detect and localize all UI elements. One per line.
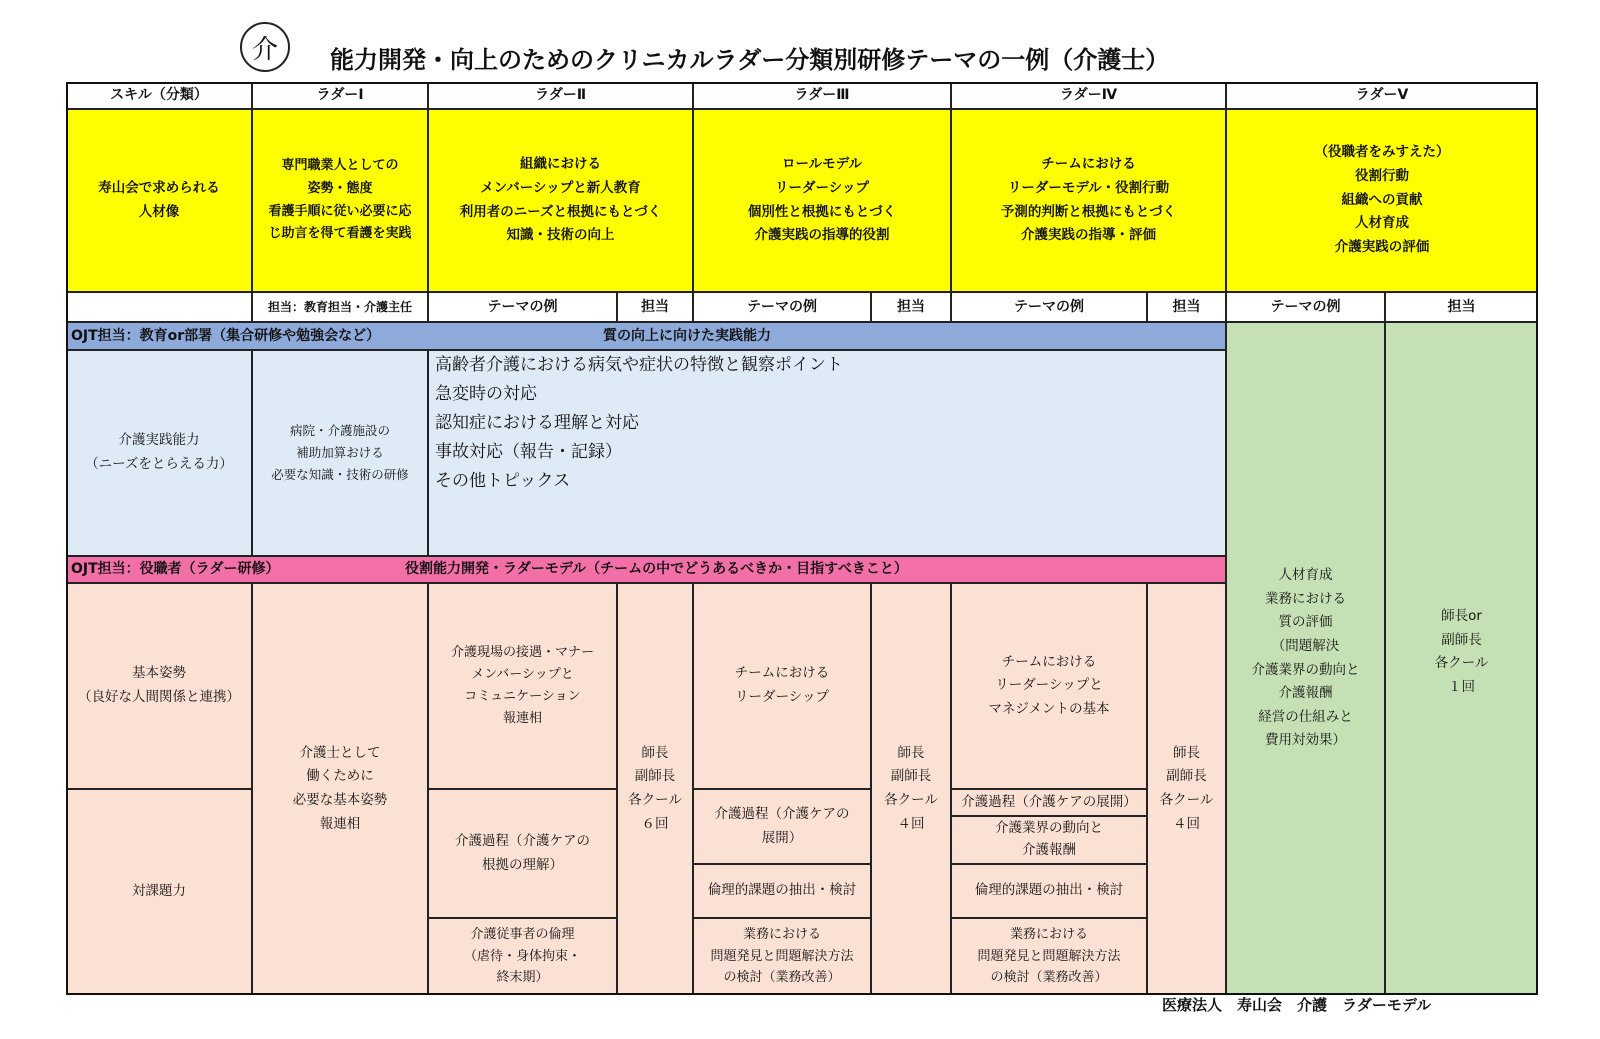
header-ladder1: ラダーⅠ (252, 82, 428, 109)
ojt2-ladder3-theme-3: 倫理的課題の抽出・検討 (693, 864, 871, 918)
header-ladder4: ラダーⅣ (951, 82, 1226, 109)
ojt2-ladder4-theme-4: 倫理的課題の抽出・検討 (951, 864, 1147, 918)
subheader-ladder1-note: 担当：教育担当・介護主任 (252, 292, 428, 322)
header-ladder3: ラダーⅢ (693, 82, 951, 109)
ojt2-skill-task: 対課題力 (66, 789, 252, 995)
category-circle-icon: 介 (240, 22, 290, 72)
list-item: 認知症における理解と対応 (435, 413, 639, 433)
ojt2-ladder2-theme-2: 介護過程（介護ケアの 根拠の理解） (428, 789, 617, 918)
list-item: 事故対応（報告・記録） (435, 442, 622, 462)
ojt2-ladder3-owner: 師長 副師長 各クール ４回 (871, 583, 951, 995)
ojt2-ladder3-theme-2: 介護過程（介護ケアの 展開） (693, 789, 871, 864)
subheader-ladder3-owner: 担当 (871, 292, 951, 322)
subheader-ladder2-theme: テーマの例 (428, 292, 617, 322)
ladder5-owner: 師長or 副師長 各クール １回 (1385, 322, 1538, 995)
ojt2-ladder4-owner: 師長 副師長 各クール ４回 (1147, 583, 1226, 995)
ojt1-band-label: OJT担当：教育or部署（集合研修や勉強会など） (71, 327, 381, 344)
subheader-ladder4-theme: テーマの例 (951, 292, 1147, 322)
ojt1-band-center: 質の向上に向けた実践能力 (603, 327, 771, 344)
header-skill: スキル（分類） (66, 82, 252, 109)
ojt2-ladder4-theme-5: 業務における 問題発見と問題解決方法 の検討（業務改善） (951, 918, 1147, 995)
ojt1-skill: 介護実践能力 （ニーズをとらえる力） (66, 350, 252, 556)
subheader-skill-blank (66, 292, 252, 322)
ojt2-ladder4-theme-1: チームにおける リーダーシップと マネジメントの基本 (951, 583, 1147, 789)
page-title: 能力開発・向上のためのクリニカルラダー分類別研修テーマの一例（介護士） (330, 46, 1170, 74)
goal-ladder1: 専門職業人としての 姿勢・態度 看護手順に従い必要に応 じ助言を得て看護を実践 (252, 109, 428, 292)
ojt2-ladder4-theme-2: 介護過程（介護ケアの展開） (951, 789, 1147, 816)
ojt2-band (66, 556, 1226, 583)
list-item: その他トピックス (435, 471, 571, 491)
ojt2-ladder4-theme-3: 介護業界の動向と 介護報酬 (951, 816, 1147, 864)
list-item: 高齢者介護における病気や症状の特徴と観察ポイント (435, 355, 843, 375)
list-item: 急変時の対応 (435, 384, 537, 404)
goal-ladder2: 組織における メンバーシップと新人教育 利用者のニーズと根拠にもとづく 知識・技術の向上 (428, 109, 693, 292)
header-ladder5: ラダーⅤ (1226, 82, 1538, 109)
ojt2-ladder2-theme-1: 介護現場の接遇・マナー メンバーシップと コミュニケーション 報連相 (428, 583, 617, 789)
ojt1-band (66, 322, 1226, 350)
ojt1-ladder1: 病院・介護施設の 補助加算おける 必要な知識・技術の研修 (252, 350, 428, 556)
subheader-ladder5-theme: テーマの例 (1226, 292, 1385, 322)
subheader-ladder4-owner: 担当 (1147, 292, 1226, 322)
ojt2-ladder2-owner: 師長 副師長 各クール ６回 (617, 583, 693, 995)
ojt2-band-center: 役割能力開発・ラダーモデル（チームの中でどうあるべきか・目指すべきこと） (405, 561, 908, 578)
subheader-ladder2-owner: 担当 (617, 292, 693, 322)
goal-skill: 寿山会で求められる 人材像 (66, 109, 252, 292)
ladder5-theme: 人材育成 業務における 質の評価 （問題解決 介護業界の動向と 介護報酬 経営の仕組みと 費用対効果） (1226, 322, 1385, 995)
subheader-ladder5-owner: 担当 (1385, 292, 1538, 322)
subheader-ladder3-theme: テーマの例 (693, 292, 871, 322)
goal-ladder4: チームにおける リーダーモデル・役割行動 予測的判断と根拠にもとづく 介護実践の指導・評価 (951, 109, 1226, 292)
ojt2-ladder3-theme-4: 業務における 問題発見と問題解決方法 の検討（業務改善） (693, 918, 871, 995)
ojt2-skill-basic: 基本姿勢 （良好な人間関係と連携） (66, 583, 252, 789)
ojt2-ladder2-theme-3: 介護従事者の倫理 （虐待・身体拘束・ 終末期） (428, 918, 617, 995)
ojt1-topics (428, 350, 1226, 556)
footer-credit: 医療法人 寿山会 介護 ラダーモデル (1162, 996, 1432, 1014)
ojt2-band-label: OJT担当：役職者（ラダー研修） (71, 561, 280, 578)
ojt2-ladder3-theme-1: チームにおける リーダーシップ (693, 583, 871, 789)
ojt2-ladder1: 介護士として 働くために 必要な基本姿勢 報連相 (252, 583, 428, 995)
header-ladder2: ラダーⅡ (428, 82, 693, 109)
goal-ladder5: （役職者をみすえた） 役割行動 組織への貢献 人材育成 介護実践の評価 (1226, 109, 1538, 292)
goal-ladder3: ロールモデル リーダーシップ 個別性と根拠にもとづく 介護実践の指導的役割 (693, 109, 951, 292)
